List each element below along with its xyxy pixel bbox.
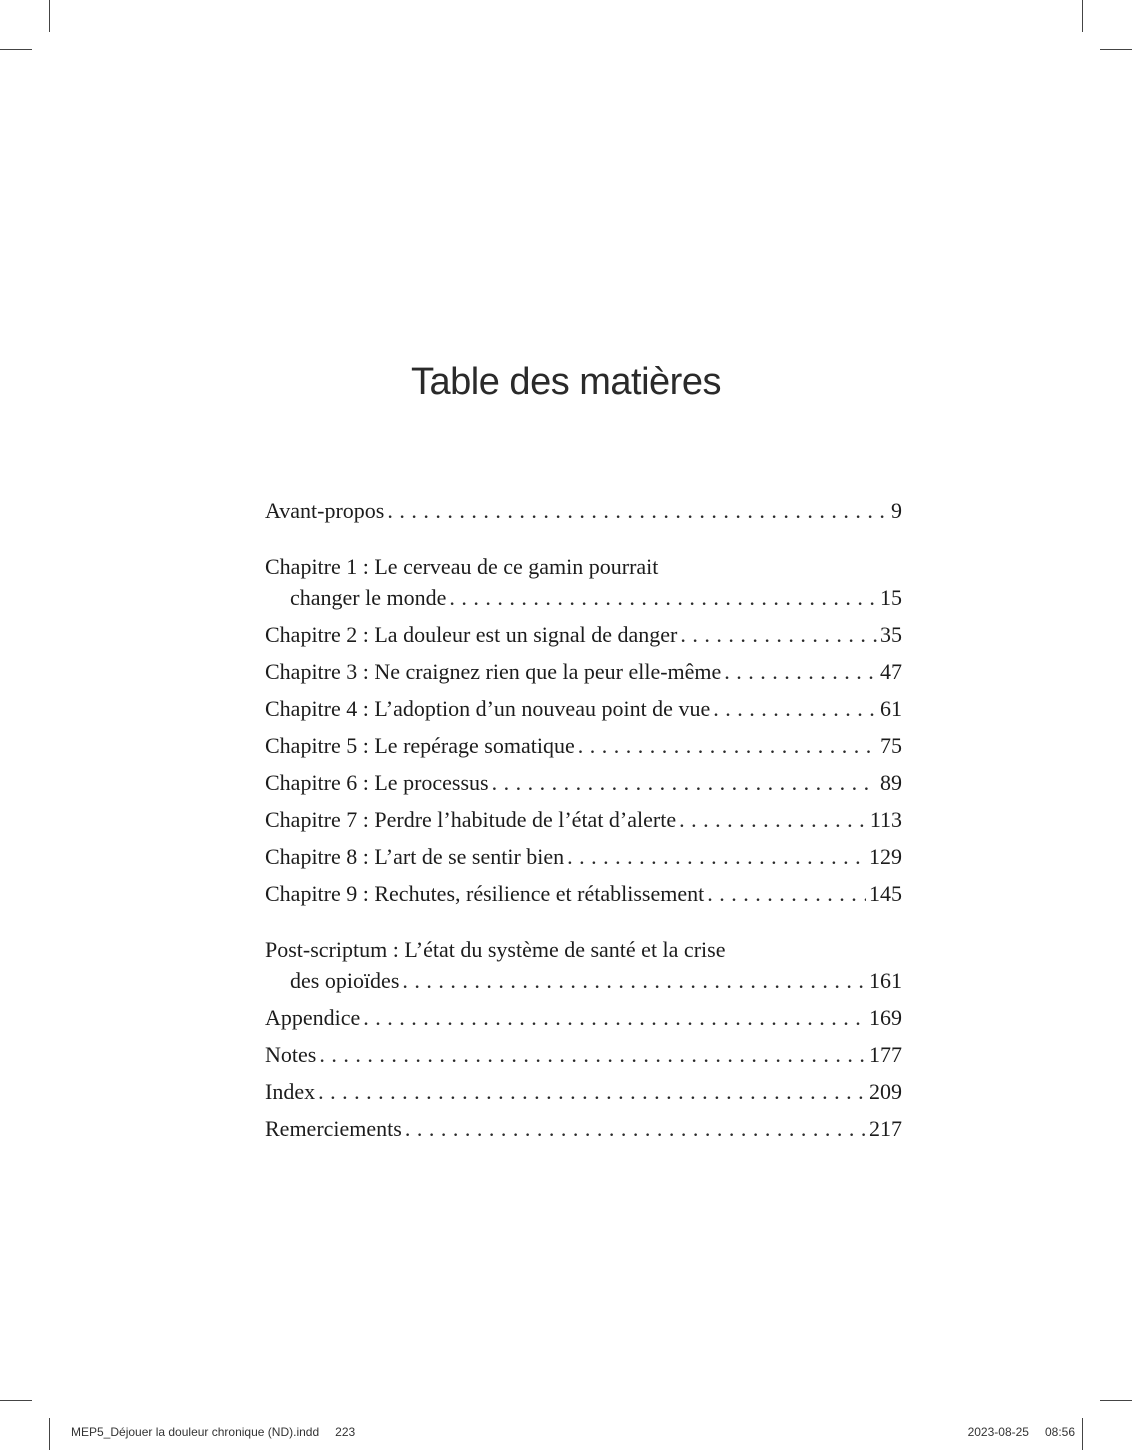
toc-entry [265,1113,902,1144]
toc-leader-dots [363,1002,866,1033]
toc-entry-label: Chapitre 6 : Le processus [265,770,489,795]
toc-entry-label: Avant-propos [265,498,385,523]
toc-page-number: 113 [869,807,902,832]
toc-entry [265,1002,902,1033]
toc-entry [265,1039,902,1070]
crop-mark [1082,0,1083,32]
toc-page-number: 9 [891,498,902,523]
toc-entry-label: Chapitre 8 : L’art de se sentir bien [265,844,565,869]
toc-leader-dots [319,1039,866,1070]
toc-page-number: 15 [880,585,902,610]
toc-leader-dots [679,804,867,835]
toc-entry-label: Chapitre 9 : Rechutes, résilience et rétablissement [265,881,705,906]
toc-page-number: 177 [869,1042,902,1067]
toc-page-number: 217 [869,1116,902,1141]
crop-mark [0,1400,32,1401]
toc-leader-dots [578,730,877,761]
footer-file-info [71,1425,355,1439]
crop-mark [1100,49,1132,50]
toc-page-number: 169 [869,1005,902,1030]
toc-entry-label: Chapitre 1 : Le cerveau de ce gamin pourrait [265,554,659,579]
toc-leader-dots [318,1076,866,1107]
crop-mark [49,0,50,32]
toc-leader-dots [387,495,888,526]
crop-mark [1082,1418,1083,1450]
toc-leader-dots [492,767,877,798]
crop-mark [0,49,32,50]
toc-entry-label: Post-scriptum : L’état du système de santé et la crise [265,937,726,962]
footer-timestamp [968,1425,1075,1439]
toc-page-number: 129 [869,844,902,869]
toc-entry [265,730,902,761]
toc-leader-dots [405,1113,866,1144]
toc-entry [265,693,902,724]
toc-entry [265,767,902,798]
page-title: Table des matières [411,361,721,404]
toc-entry-label: Appendice [265,1005,361,1030]
toc-page-number: 47 [880,659,902,684]
toc-leader-dots [724,656,877,687]
footer-date: 2023-08-25 [967,1425,1029,1439]
toc-entry [265,495,902,526]
toc-entry-label: Chapitre 4 : L’adoption d’un nouveau point de vue [265,696,711,721]
toc-page-number: 145 [869,881,902,906]
toc-entry-label: Chapitre 5 : Le repérage somatique [265,733,575,758]
toc-entry [265,551,902,613]
toc-page-number: 61 [880,696,902,721]
toc-entry-label: Chapitre 7 : Perdre l’habitude de l’état d’alerte [265,807,677,832]
toc-entry [265,1076,902,1107]
toc-page-number: 209 [869,1079,902,1104]
toc-leader-dots [449,582,877,613]
toc-entry-label: Notes [265,1042,317,1067]
toc-entry-label: Index [265,1079,316,1104]
toc-entry [265,878,902,909]
crop-mark [1100,1400,1132,1401]
toc-entry [265,934,902,996]
toc-leader-dots [680,619,877,650]
toc-entry-label: changer le monde [290,585,447,610]
toc-entry [265,804,902,835]
toc-entry [265,619,902,650]
toc-entry [265,656,902,687]
toc-leader-dots [567,841,866,872]
toc-leader-dots [713,693,877,724]
toc-page-number: 35 [880,622,902,647]
toc-leader-dots [402,965,866,996]
crop-mark [49,1418,50,1450]
toc-entry-label: Chapitre 3 : Ne craignez rien que la peur elle-même [265,659,722,684]
table-of-contents [265,495,902,1144]
footer-time: 08:56 [1044,1425,1075,1439]
toc-entry [265,841,902,872]
toc-entry-label: Chapitre 2 : La douleur est un signal de danger [265,622,678,647]
toc-page-number: 75 [880,733,902,758]
toc-page-number: 161 [869,968,902,993]
footer-page-number: 223 [335,1425,356,1439]
toc-leader-dots [707,878,866,909]
footer-filename: MEP5_Déjouer la douleur chronique (ND).indd [71,1425,320,1439]
toc-entry-label: des opioïdes [290,968,400,993]
toc-entry-label: Remerciements [265,1116,402,1141]
toc-page-number: 89 [880,770,902,795]
